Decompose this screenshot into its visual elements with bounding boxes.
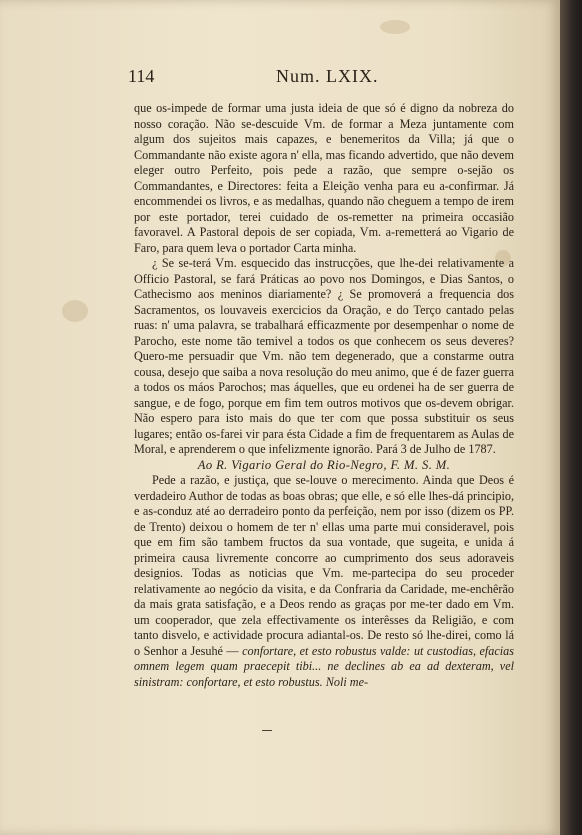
paragraph-letter bbox=[134, 473, 514, 690]
paragraph-questions: ¿ Se se-terá Vm. esquecido das instrucções, que lhe-dei relativamente a Officio Pastoral, se fará Práticas ao povo nos Domingos, e Dias Santos, o Cathecismo aos meninos diariamente? ¿ Se promoverá a frequencia dos Sacramentos, os louvaveis exercicios da Oração, e do Terço cantado pelas ruas: n' uma palavra, se trabalhará efficazmente por desempenhar o nome de Parocho, este nome tão temivel a todos os que conhecem os seus deveres? Quero-me persuadir que Vm. não tem degenerado, que a constarme outra cousa, desejo que saiba a nova resolução do meu animo, que é de fazer guerra a todos os máos Parochos; mas áquelles, que eu ordenei ha de ser guerra de sangue, e de fogo, porque em fim tem outros motivos que os-devem obrigar. Não espero para isto mais do que ter com que possa substituir os seus lugares; então os-farei vir para ésta Cidade a fim de frequentarem as Aulas de Moral, e aprenderem o que infelizmente ignorão. Pará 3 de Julho de 1787. bbox=[134, 256, 514, 456]
page-body bbox=[134, 101, 514, 690]
page-header bbox=[118, 66, 518, 96]
paper-stain bbox=[62, 300, 88, 322]
latin-quotation: confortare, et esto robustus valde: ut custodias, efacias omnem legem quam praecepit tibi... ne declines ab ea ad dexteram, vel sinistram: confortare, et esto robustus. Noli me- bbox=[134, 643, 514, 689]
page-number: 114 bbox=[128, 66, 155, 86]
paragraph-letter-text: Pede a razão, e justiça, que se-louve o merecimento. Ainda que Deos é verdadeiro Author de todas as boas obras; que elle, e só elle lhes-dá principio, e as-conduz até ao derradeiro ponto da perfeição, nem por isso (dizem os PP. de Trento) deixou o homem de ter n' ellas uma parte mui consideravel, pois que em fim são tambem fructos da sua vontade, que sugeita, e unida á primeira causa livremente concorre ao cumprimento dos seus adoraveis designios. Todas as noticias que Vm. me-partecipa do seu proceder relativamente ao negócio da visita, e da Confraria da Caridade, me-enchêrão da mais grata satisfação, e a Deos rendo as graças por me-ter dado em Vm. um cooperador, que zela effectivamente os interêsses da Religião, e com tanto disvelo, e actividade procura adiantal-os. De resto só lhe-direi, como lá o Senhor a Jesuhé — bbox=[134, 473, 514, 658]
catchword-mark bbox=[262, 730, 272, 735]
book-spine bbox=[560, 0, 582, 835]
letter-salutation: Ao R. Vigario Geral do Rio-Negro, F. M. S. M. bbox=[197, 457, 451, 472]
running-head: Num. LXIX. bbox=[276, 66, 379, 86]
paragraph-continuation: que os-impede de formar uma justa ideia de que só é digno da nobreza do nosso coração. Não se-descuide Vm. de formar a Meza juntamente com algum dos sujeitos mais capazes, e benemeritos da Villa; já que o Commandante não existe agora n' ella, mas ficando advertido, que não devem eleger outro Perfeito, pois pede a razão, que sempre o-sejão os Commandantes, e Directores: feita a Eleição venha para eu a-confirmar. Já encommendei os livros, e as medalhas, quando não cheguem a tempo de irem por este portador, terei cuidado de os-remetter na primeira occasião favoravel. A Pastoral depois de ser copiada, Vm. a-remetterá ao Vigario de Faro, para quem leva o portador Carta minha. bbox=[134, 101, 514, 255]
paper-stain bbox=[380, 20, 410, 34]
